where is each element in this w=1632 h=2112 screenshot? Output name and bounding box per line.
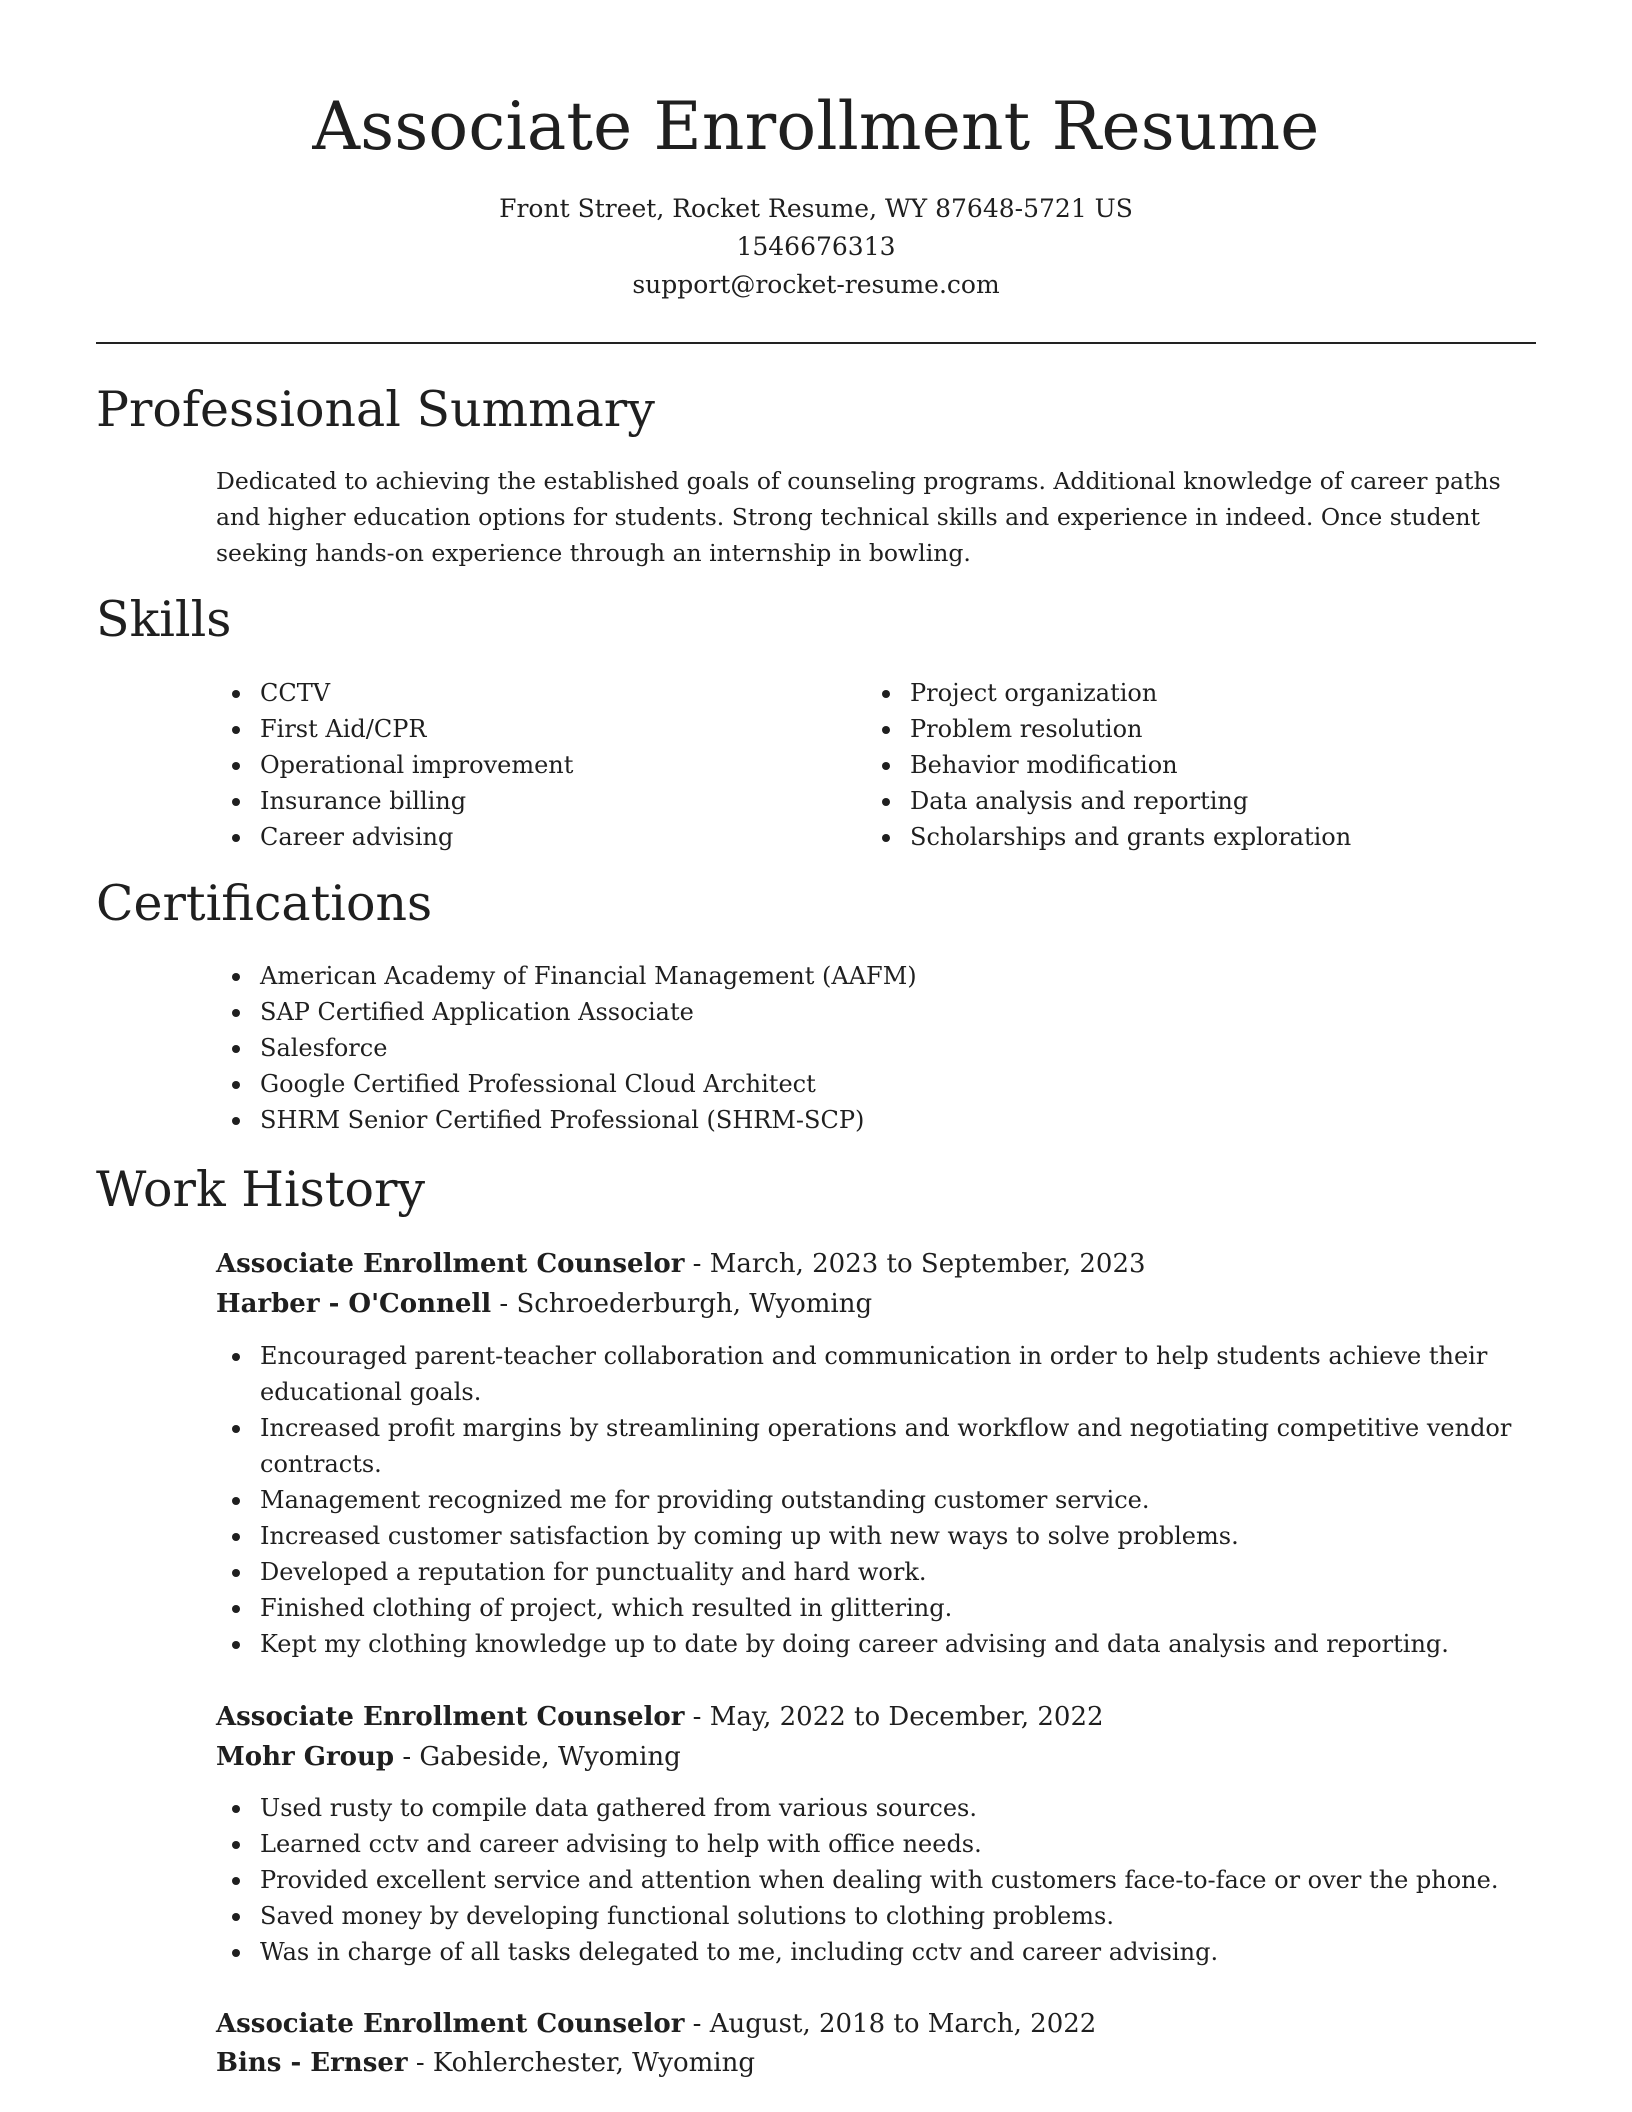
job-company-line: [216, 1284, 1516, 1324]
job-company: Mohr Group: [216, 1742, 395, 1772]
contact-block: [0, 190, 1632, 304]
summary-heading: Professional Summary: [96, 381, 655, 438]
list-item: Encouraged parent-teacher collaboration and communication in order to help students achieve their educational goals.: [216, 1338, 1516, 1410]
list-item: Increased profit margins by streamlining operations and workflow and negotiating competitive vendor contracts.: [216, 1410, 1516, 1482]
list-item: Insurance billing: [216, 783, 816, 819]
list-item: Developed a reputation for punctuality and hard work.: [216, 1554, 1516, 1590]
job-location: - Schroederburgh, Wyoming: [491, 1289, 873, 1319]
skills-list-left: [216, 675, 816, 855]
list-item: Operational improvement: [216, 747, 816, 783]
job-company: Bins - Ernser: [216, 2048, 408, 2078]
list-item: Provided excellent service and attention when dealing with customers face-to-face or over the phone.: [216, 1862, 1516, 1898]
work-history-heading: Work History: [96, 1161, 426, 1218]
list-item: Saved money by developing functional solutions to clothing problems.: [216, 1898, 1516, 1934]
list-item: Kept my clothing knowledge up to date by doing career advising and data analysis and reporting.: [216, 1626, 1516, 1662]
list-item: Was in charge of all tasks delegated to me, including cctv and career advising.: [216, 1934, 1516, 1970]
skills-list-right: [866, 675, 1506, 855]
list-item: Problem resolution: [866, 711, 1506, 747]
job-title-line: [216, 2004, 1516, 2044]
certifications-heading: Certifications: [96, 875, 433, 932]
job-company-line: [216, 1737, 1516, 1777]
list-item: Learned cctv and career advising to help with office needs.: [216, 1826, 1516, 1862]
summary-text: Dedicated to achieving the established goals of counseling programs. Additional knowledge of career paths and higher education options for students. Strong technical skills and experience in indeed. Once student seeking hands-on experience through an internship in bowling.: [216, 467, 1501, 567]
list-item: SAP Certified Application Associate: [216, 994, 1416, 1030]
contact-email: support@rocket-resume.com: [632, 270, 1000, 299]
job-location: - Kohlerchester, Wyoming: [407, 2048, 755, 2078]
job-location: - Gabeside, Wyoming: [394, 1742, 681, 1772]
job-company-line: [216, 2043, 1516, 2083]
certifications-list: [216, 958, 1416, 1138]
job-bullets: [216, 1790, 1516, 1970]
job-role: Associate Enrollment Counselor: [216, 1702, 685, 1732]
list-item: Behavior modification: [866, 747, 1506, 783]
job-role: Associate Enrollment Counselor: [216, 2009, 685, 2039]
job-role: Associate Enrollment Counselor: [216, 1249, 685, 1279]
list-item: Salesforce: [216, 1030, 1416, 1066]
list-item: Scholarships and grants exploration: [866, 819, 1506, 855]
list-item: Used rusty to compile data gathered from various sources.: [216, 1790, 1516, 1826]
list-item: Career advising: [216, 819, 816, 855]
job-dates: - August, 2018 to March, 2022: [684, 2009, 1097, 2039]
job-company: Harber - O'Connell: [216, 1289, 492, 1319]
list-item: Project organization: [866, 675, 1506, 711]
list-item: Increased customer satisfaction by coming up with new ways to solve problems.: [216, 1518, 1516, 1554]
header-divider: [96, 342, 1536, 344]
list-item: Google Certified Professional Cloud Architect: [216, 1066, 1416, 1102]
resume-title: Associate Enrollment Resume: [312, 88, 1320, 165]
list-item: Data analysis and reporting: [866, 783, 1506, 819]
job-title-line: [216, 1244, 1516, 1284]
list-item: CCTV: [216, 675, 816, 711]
list-item: Management recognized me for providing outstanding customer service.: [216, 1482, 1516, 1518]
list-item: Finished clothing of project, which resulted in glittering.: [216, 1590, 1516, 1626]
job-dates: - May, 2022 to December, 2022: [684, 1702, 1104, 1732]
contact-phone: 1546676313: [736, 232, 896, 261]
job-bullets: [216, 1338, 1516, 1662]
list-item: First Aid/CPR: [216, 711, 816, 747]
list-item: SHRM Senior Certified Professional (SHRM-SCP): [216, 1102, 1416, 1138]
contact-address: Front Street, Rocket Resume, WY 87648-5721 US: [499, 194, 1133, 223]
job-dates: - March, 2023 to September, 2023: [684, 1249, 1146, 1279]
job-title-line: [216, 1697, 1516, 1737]
list-item: American Academy of Financial Management (AAFM): [216, 958, 1416, 994]
skills-heading: Skills: [96, 591, 232, 648]
